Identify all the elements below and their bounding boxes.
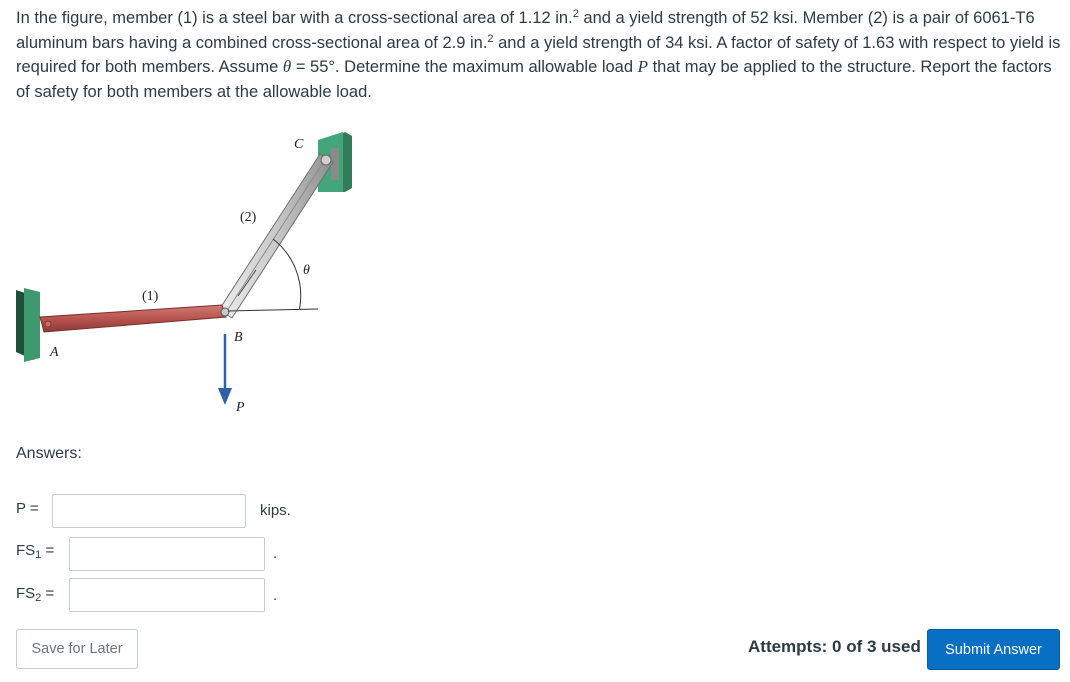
problem-sup-1: 2 [572,8,579,20]
label-member-2: (2) [240,210,257,225]
fs2-label-main: FS [16,585,36,602]
fs1-label-eq: = [41,542,55,559]
label-theta: θ [303,263,310,278]
problem-statement [16,6,1061,104]
fs1-label [16,542,54,561]
fs2-label-eq: = [41,585,55,602]
fs1-input[interactable] [69,537,265,571]
attempts-counter: Attempts: 0 of 3 used [748,637,921,656]
fs2-label-sub: 2 [35,592,42,604]
member-2-aluminum-bar [219,154,333,318]
problem-p: P [637,57,649,76]
fs1-unit: . [273,545,278,562]
label-load-p: P [236,400,245,415]
structure-figure [0,120,400,420]
problem-theta: θ [282,57,292,76]
label-member-1: (1) [142,289,159,304]
fs2-unit: . [273,587,278,604]
fs1-label-sub: 1 [35,549,42,561]
p-input[interactable] [52,494,246,528]
member-1-steel-bar [40,305,229,332]
fs2-input[interactable] [69,578,265,612]
problem-text-4: = 55°. Determine the maximum allowable load [291,58,638,76]
save-for-later-button[interactable]: Save for Later [16,629,138,669]
load-p-arrow [218,334,232,405]
problem-sup-2: 2 [487,32,494,45]
label-point-a: A [50,345,59,360]
wall-support-a [16,288,40,362]
p-unit: kips. [260,502,291,519]
answers-heading: Answers: [16,445,82,462]
problem-text-5: that may be applied to the structure. Report the factors of safety for both members at the allowable load. [16,58,1052,101]
fs1-label-main: FS [16,542,36,559]
problem-text-1: In the figure, member (1) is a steel bar with a cross-sectional area of 1.12 in. [16,9,573,27]
problem-text-3: and a yield strength of 34 ksi. A factor of safety of 1.63 with respect to yield is required for both members. Assume [16,33,1061,76]
fs2-label [16,585,54,604]
p-label: P = [16,500,39,517]
label-point-b: B [234,330,243,345]
label-point-c: C [294,137,304,152]
problem-text-2: and a yield strength of 52 ksi. Member (2) is a pair of 6061-T6 aluminum bars having a combined cross-sectional area of 2.9 in. [16,9,1035,52]
submit-answer-button[interactable]: Submit Answer [927,629,1060,670]
